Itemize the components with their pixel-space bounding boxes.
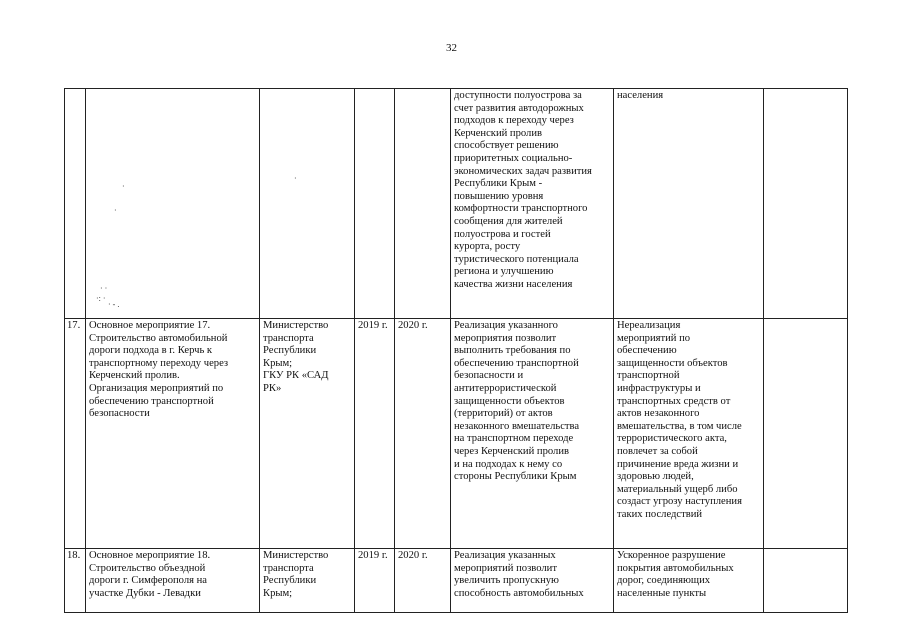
consequences-cell bbox=[614, 549, 764, 613]
end-year-cell bbox=[395, 89, 451, 319]
start-year-cell: 2019 г. bbox=[355, 549, 395, 613]
text-line: дорог, соединяющих bbox=[617, 575, 711, 587]
event-cell bbox=[86, 319, 260, 549]
scan-speck-mark: · ‐ . bbox=[108, 300, 120, 309]
text-line: (территорий) от актов bbox=[454, 408, 553, 420]
text-line: здоровью людей, bbox=[617, 471, 694, 483]
text-line: мероприятия позволит bbox=[454, 332, 557, 344]
text-line: Основное мероприятие 17. bbox=[89, 320, 211, 331]
text-line: безопасности и bbox=[454, 370, 524, 382]
notes-cell bbox=[764, 89, 848, 319]
text-line: Строительство объездной bbox=[89, 562, 206, 574]
text-line: Республики bbox=[263, 575, 317, 587]
text-line: населения bbox=[617, 90, 664, 101]
text-line: антитеррористической bbox=[454, 382, 557, 394]
text-line: увеличить пропускную bbox=[454, 575, 559, 587]
text-line: покрытия автомобильных bbox=[617, 562, 734, 574]
end-year-cell: 2020 г. bbox=[395, 319, 451, 549]
text-line: транспортному переходу через bbox=[89, 357, 229, 369]
text-line: обеспечению bbox=[617, 345, 677, 357]
scan-speck-mark: ·: · bbox=[96, 294, 106, 303]
executor-cell bbox=[260, 89, 355, 319]
text-line: мероприятий по bbox=[617, 332, 691, 344]
text-line: курорта, росту bbox=[454, 241, 521, 253]
text-line: сообщения для жителей bbox=[454, 215, 563, 227]
text-line: Строительство автомобильной bbox=[89, 332, 228, 344]
text-line: Министерство bbox=[263, 550, 329, 561]
text-line: обеспечению транспортной bbox=[89, 395, 214, 407]
text-line: экономических задач развития bbox=[454, 165, 592, 177]
text-line: повышению уровня bbox=[454, 190, 544, 202]
notes-cell bbox=[764, 549, 848, 613]
text-line: приоритетных социально- bbox=[454, 152, 573, 164]
text-line: Керченский пролив. bbox=[89, 370, 180, 382]
row-number-cell: 17. bbox=[65, 319, 86, 549]
text-line: повлечет за собой bbox=[617, 445, 698, 457]
text-line: туристического потенциала bbox=[454, 253, 579, 265]
text-line: дороги г. Симферополя на bbox=[89, 575, 207, 587]
text-line: подходов к переходу через bbox=[454, 115, 574, 127]
text-line: мероприятий позволит bbox=[454, 562, 557, 574]
end-year-cell: 2020 г. bbox=[395, 549, 451, 613]
text-line: Крым; bbox=[263, 357, 293, 369]
event-cell bbox=[86, 89, 260, 319]
text-line: комфортности транспортного bbox=[454, 203, 588, 215]
text-line: террористического акта, bbox=[617, 433, 727, 445]
text-line: населенные пункты bbox=[617, 587, 707, 599]
text-line: Республики Крым - bbox=[454, 178, 543, 190]
text-line: инфраструктуры и bbox=[617, 382, 701, 394]
text-line: Ускоренное разрушение bbox=[617, 550, 726, 561]
start-year-cell bbox=[355, 89, 395, 319]
consequences-cell bbox=[614, 89, 764, 319]
text-line: способность автомобильных bbox=[454, 587, 584, 599]
result-cell bbox=[451, 319, 614, 549]
text-line: Республики bbox=[263, 345, 317, 357]
text-line: Министерство bbox=[263, 320, 329, 331]
text-line: стороны Республики Крым bbox=[454, 471, 577, 483]
text-line: актов незаконного bbox=[617, 408, 700, 420]
consequences-cell bbox=[614, 319, 764, 549]
scan-speck-mark: · bbox=[122, 182, 125, 191]
scan-speck-mark: · · bbox=[100, 284, 108, 293]
text-line: Реализация указанного bbox=[454, 320, 558, 331]
result-cell bbox=[451, 89, 614, 319]
text-line: таких последствий bbox=[617, 508, 703, 520]
text-line: выполнить требования по bbox=[454, 345, 571, 357]
text-line: Керченский пролив bbox=[454, 127, 543, 139]
page-number: 32 bbox=[446, 42, 457, 54]
text-line: Основное мероприятие 18. bbox=[89, 550, 211, 561]
text-line: создаст угрозу наступления bbox=[617, 496, 742, 508]
table-row bbox=[65, 319, 848, 549]
scan-speck-mark: · bbox=[114, 206, 117, 215]
text-line: Нереализация bbox=[617, 320, 681, 331]
text-line: транспорта bbox=[263, 332, 314, 344]
text-line: Организация мероприятий по bbox=[89, 382, 224, 394]
text-line: через Керченский пролив bbox=[454, 445, 570, 457]
table-row bbox=[65, 89, 848, 319]
text-line: и на подходах к нему со bbox=[454, 458, 563, 470]
text-line: дороги подхода в г. Керчь к bbox=[89, 345, 213, 357]
text-line: качества жизни населения bbox=[454, 278, 573, 290]
executor-cell bbox=[260, 319, 355, 549]
result-cell bbox=[451, 549, 614, 613]
text-line: на транспортном переходе bbox=[454, 433, 574, 445]
text-line: счет развития автодорожных bbox=[454, 102, 584, 114]
text-line: Реализация указанных bbox=[454, 550, 556, 561]
text-line: транспорта bbox=[263, 562, 314, 574]
text-line: безопасности bbox=[89, 408, 150, 420]
text-line: полуострова и гостей bbox=[454, 228, 551, 240]
text-line: незаконного вмешательства bbox=[454, 420, 580, 432]
text-line: материальный ущерб либо bbox=[617, 483, 738, 495]
text-line: РК» bbox=[263, 382, 282, 394]
text-line: транспортной bbox=[617, 370, 680, 382]
row-number-cell: 18. bbox=[65, 549, 86, 613]
text-line: защищенности объектов bbox=[454, 395, 565, 407]
text-line: причинение вреда жизни и bbox=[617, 458, 739, 470]
text-line: защищенности объектов bbox=[617, 357, 728, 369]
text-line: способствует решению bbox=[454, 140, 559, 152]
text-line: ГКУ РК «САД bbox=[263, 370, 329, 382]
row-number-cell bbox=[65, 89, 86, 319]
event-cell bbox=[86, 549, 260, 613]
executor-cell bbox=[260, 549, 355, 613]
measures-table bbox=[64, 88, 848, 613]
text-line: региона и улучшению bbox=[454, 266, 554, 278]
scan-speck-mark: · bbox=[294, 174, 297, 183]
text-line: участке Дубки - Левадки bbox=[89, 587, 201, 599]
text-line: Крым; bbox=[263, 587, 293, 599]
table-row bbox=[65, 549, 848, 613]
text-line: транспортных средств от bbox=[617, 395, 731, 407]
text-line: вмешательства, в том числе bbox=[617, 420, 742, 432]
notes-cell bbox=[764, 319, 848, 549]
start-year-cell: 2019 г. bbox=[355, 319, 395, 549]
text-line: доступности полуострова за bbox=[454, 90, 582, 101]
text-line: обеспечению транспортной bbox=[454, 357, 579, 369]
